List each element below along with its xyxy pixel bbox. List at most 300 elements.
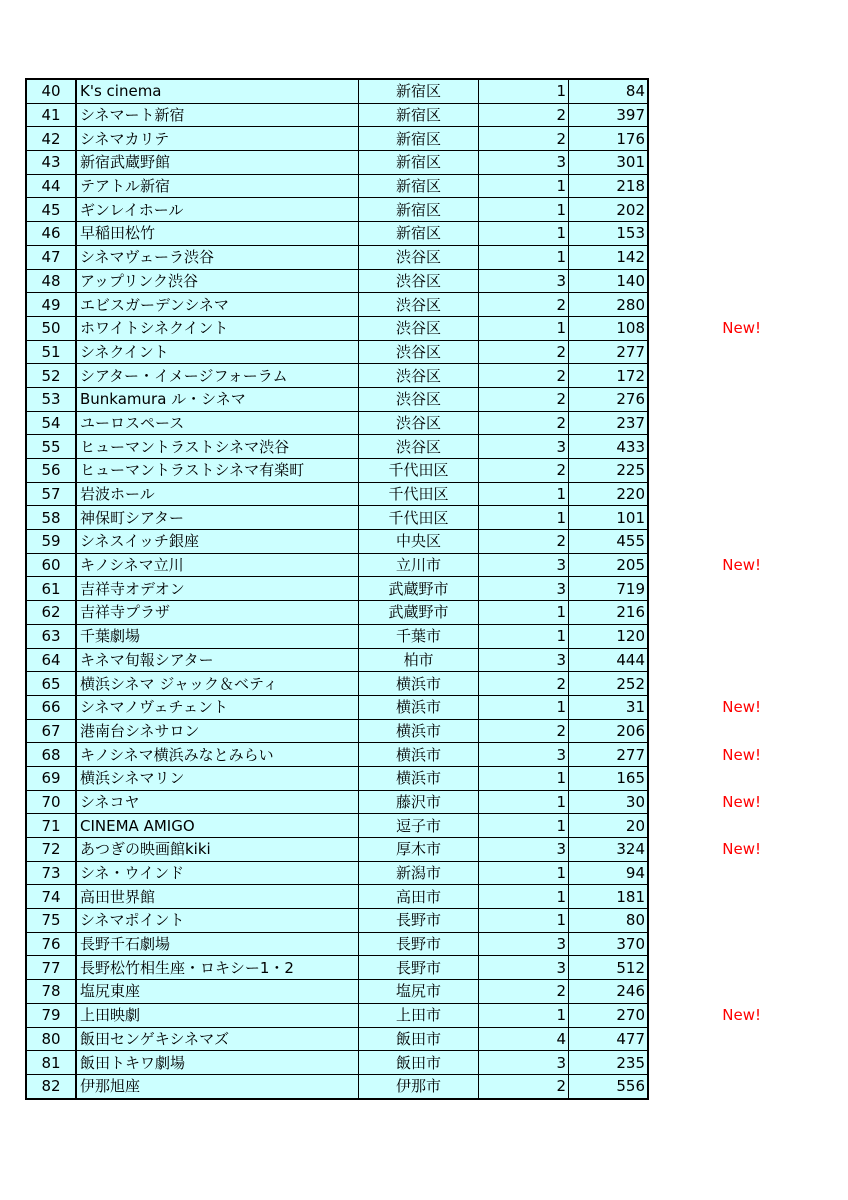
area-name: 新宿区 (359, 103, 479, 127)
row-number: 40 (26, 79, 76, 103)
area-name: 武蔵野市 (359, 601, 479, 625)
new-badge (648, 79, 764, 103)
screen-count: 1 (479, 1003, 569, 1027)
area-name: 渋谷区 (359, 293, 479, 317)
seat-count: 80 (569, 909, 649, 933)
row-number: 70 (26, 790, 76, 814)
new-badge (648, 174, 764, 198)
new-badge (648, 648, 764, 672)
theater-name: 飯田センゲキシネマズ (76, 1027, 359, 1051)
seat-count: 153 (569, 222, 649, 246)
seat-count: 270 (569, 1003, 649, 1027)
seat-count: 252 (569, 672, 649, 696)
seat-count: 276 (569, 387, 649, 411)
row-number: 81 (26, 1051, 76, 1075)
row-number: 45 (26, 198, 76, 222)
seat-count: 370 (569, 932, 649, 956)
area-name: 飯田市 (359, 1027, 479, 1051)
area-name: 逗子市 (359, 814, 479, 838)
area-name: 伊那市 (359, 1074, 479, 1098)
theater-name: 長野松竹相生座・ロキシー1・2 (76, 956, 359, 980)
row-number: 42 (26, 127, 76, 151)
area-name: 新宿区 (359, 79, 479, 103)
screen-count: 1 (479, 861, 569, 885)
seat-count: 108 (569, 316, 649, 340)
seat-count: 181 (569, 885, 649, 909)
row-number: 55 (26, 435, 76, 459)
screen-count: 3 (479, 956, 569, 980)
theater-name: 港南台シネサロン (76, 719, 359, 743)
row-number: 62 (26, 601, 76, 625)
new-badge (648, 530, 764, 554)
area-name: 渋谷区 (359, 245, 479, 269)
table-row (26, 838, 764, 862)
seat-count: 324 (569, 838, 649, 862)
area-name: 上田市 (359, 1003, 479, 1027)
screen-count: 2 (479, 340, 569, 364)
row-number: 79 (26, 1003, 76, 1027)
area-name: 塩尻市 (359, 980, 479, 1004)
row-number: 57 (26, 482, 76, 506)
area-name: 新宿区 (359, 222, 479, 246)
screen-count: 1 (479, 601, 569, 625)
new-badge (648, 506, 764, 530)
screen-count: 1 (479, 506, 569, 530)
table-row (26, 932, 764, 956)
area-name: 新宿区 (359, 174, 479, 198)
new-badge (648, 459, 764, 483)
row-number: 44 (26, 174, 76, 198)
table-row (26, 648, 764, 672)
row-number: 48 (26, 269, 76, 293)
new-badge: New! (648, 316, 764, 340)
seat-count: 94 (569, 861, 649, 885)
screen-count: 2 (479, 103, 569, 127)
row-number: 82 (26, 1074, 76, 1098)
screen-count: 1 (479, 766, 569, 790)
area-name: 横浜市 (359, 695, 479, 719)
area-name: 藤沢市 (359, 790, 479, 814)
row-number: 43 (26, 151, 76, 175)
new-badge (648, 293, 764, 317)
screen-count: 2 (479, 719, 569, 743)
theater-name: 飯田トキワ劇場 (76, 1051, 359, 1075)
area-name: 千葉市 (359, 624, 479, 648)
area-name: 新潟市 (359, 861, 479, 885)
row-number: 56 (26, 459, 76, 483)
seat-count: 202 (569, 198, 649, 222)
theater-name: シネマポイント (76, 909, 359, 933)
area-name: 横浜市 (359, 743, 479, 767)
seat-count: 512 (569, 956, 649, 980)
row-number: 71 (26, 814, 76, 838)
area-name: 渋谷区 (359, 387, 479, 411)
area-name: 長野市 (359, 932, 479, 956)
area-name: 厚木市 (359, 838, 479, 862)
theater-name: Bunkamura ル・シネマ (76, 387, 359, 411)
theater-name: エビスガーデンシネマ (76, 293, 359, 317)
table-row (26, 174, 764, 198)
theater-name: 早稲田松竹 (76, 222, 359, 246)
seat-count: 205 (569, 553, 649, 577)
theater-name: 吉祥寺オデオン (76, 577, 359, 601)
screen-count: 1 (479, 174, 569, 198)
theater-name: 横浜シネマ ジャック＆ベティ (76, 672, 359, 696)
row-number: 54 (26, 411, 76, 435)
theater-name: 長野千石劇場 (76, 932, 359, 956)
theater-name: アップリンク渋谷 (76, 269, 359, 293)
theater-name: ホワイトシネクイント (76, 316, 359, 340)
theater-name: ヒューマントラストシネマ渋谷 (76, 435, 359, 459)
theater-name: テアトル新宿 (76, 174, 359, 198)
table-row (26, 672, 764, 696)
row-number: 46 (26, 222, 76, 246)
seat-count: 101 (569, 506, 649, 530)
theater-name: シネクイント (76, 340, 359, 364)
area-name: 千代田区 (359, 482, 479, 506)
theater-name: シネ・ウインド (76, 861, 359, 885)
table-row (26, 293, 764, 317)
seat-count: 280 (569, 293, 649, 317)
new-badge (648, 885, 764, 909)
theater-name: ギンレイホール (76, 198, 359, 222)
table-row (26, 814, 764, 838)
theater-name: シネスイッチ銀座 (76, 530, 359, 554)
screen-count: 3 (479, 743, 569, 767)
row-number: 80 (26, 1027, 76, 1051)
screen-count: 2 (479, 530, 569, 554)
screen-count: 1 (479, 198, 569, 222)
new-badge: New! (648, 790, 764, 814)
screen-count: 2 (479, 1074, 569, 1098)
theater-name: 岩波ホール (76, 482, 359, 506)
seat-count: 719 (569, 577, 649, 601)
new-badge (648, 1027, 764, 1051)
theater-name: 神保町シアター (76, 506, 359, 530)
table-row (26, 387, 764, 411)
table-row (26, 459, 764, 483)
seat-count: 20 (569, 814, 649, 838)
screen-count: 3 (479, 435, 569, 459)
screen-count: 3 (479, 838, 569, 862)
screen-count: 3 (479, 932, 569, 956)
row-number: 58 (26, 506, 76, 530)
row-number: 78 (26, 980, 76, 1004)
theater-name: キノシネマ横浜みなとみらい (76, 743, 359, 767)
row-number: 60 (26, 553, 76, 577)
row-number: 59 (26, 530, 76, 554)
area-name: 横浜市 (359, 672, 479, 696)
new-badge (648, 861, 764, 885)
seat-count: 455 (569, 530, 649, 554)
table-row (26, 885, 764, 909)
theater-name: キネマ旬報シアター (76, 648, 359, 672)
area-name: 武蔵野市 (359, 577, 479, 601)
seat-count: 433 (569, 435, 649, 459)
row-number: 73 (26, 861, 76, 885)
table-row (26, 151, 764, 175)
table-row (26, 861, 764, 885)
row-number: 50 (26, 316, 76, 340)
row-number: 72 (26, 838, 76, 862)
screen-count: 1 (479, 885, 569, 909)
theater-name: CINEMA AMIGO (76, 814, 359, 838)
table-row (26, 222, 764, 246)
new-badge: New! (648, 553, 764, 577)
seat-count: 301 (569, 151, 649, 175)
area-name: 立川市 (359, 553, 479, 577)
table-row (26, 506, 764, 530)
seat-count: 220 (569, 482, 649, 506)
new-badge (648, 956, 764, 980)
screen-count: 1 (479, 790, 569, 814)
new-badge (648, 151, 764, 175)
theater-name: シネコヤ (76, 790, 359, 814)
table-row (26, 719, 764, 743)
seat-count: 216 (569, 601, 649, 625)
area-name: 新宿区 (359, 127, 479, 151)
table-row (26, 1051, 764, 1075)
seat-count: 31 (569, 695, 649, 719)
table-row (26, 1003, 764, 1027)
new-badge (648, 932, 764, 956)
area-name: 渋谷区 (359, 411, 479, 435)
area-name: 新宿区 (359, 198, 479, 222)
table-row (26, 624, 764, 648)
area-name: 新宿区 (359, 151, 479, 175)
new-badge (648, 411, 764, 435)
screen-count: 3 (479, 577, 569, 601)
new-badge (648, 222, 764, 246)
screen-count: 1 (479, 79, 569, 103)
new-badge (648, 672, 764, 696)
area-name: 横浜市 (359, 766, 479, 790)
seat-count: 218 (569, 174, 649, 198)
screen-count: 3 (479, 553, 569, 577)
area-name: 千代田区 (359, 506, 479, 530)
screen-count: 2 (479, 980, 569, 1004)
new-badge (648, 909, 764, 933)
theater-name: 千葉劇場 (76, 624, 359, 648)
new-badge (648, 245, 764, 269)
seat-count: 142 (569, 245, 649, 269)
row-number: 64 (26, 648, 76, 672)
seat-count: 277 (569, 743, 649, 767)
screen-count: 2 (479, 364, 569, 388)
area-name: 柏市 (359, 648, 479, 672)
seat-count: 237 (569, 411, 649, 435)
new-badge (648, 269, 764, 293)
screen-count: 4 (479, 1027, 569, 1051)
seat-count: 277 (569, 340, 649, 364)
table-row (26, 1074, 764, 1098)
row-number: 41 (26, 103, 76, 127)
table-row (26, 530, 764, 554)
table-row (26, 411, 764, 435)
area-name: 渋谷区 (359, 340, 479, 364)
table-row (26, 956, 764, 980)
table-row (26, 909, 764, 933)
new-badge (648, 766, 764, 790)
screen-count: 1 (479, 482, 569, 506)
theater-name: シネマート新宿 (76, 103, 359, 127)
new-badge: New! (648, 743, 764, 767)
table-row (26, 695, 764, 719)
screen-count: 3 (479, 151, 569, 175)
row-number: 66 (26, 695, 76, 719)
seat-count: 206 (569, 719, 649, 743)
seat-count: 165 (569, 766, 649, 790)
theater-name: シネマヴェーラ渋谷 (76, 245, 359, 269)
new-badge (648, 719, 764, 743)
seat-count: 556 (569, 1074, 649, 1098)
seat-count: 397 (569, 103, 649, 127)
area-name: 中央区 (359, 530, 479, 554)
row-number: 76 (26, 932, 76, 956)
screen-count: 1 (479, 624, 569, 648)
row-number: 67 (26, 719, 76, 743)
screen-count: 2 (479, 293, 569, 317)
row-number: 68 (26, 743, 76, 767)
screen-count: 2 (479, 672, 569, 696)
seat-count: 140 (569, 269, 649, 293)
row-number: 52 (26, 364, 76, 388)
theater-name: キノシネマ立川 (76, 553, 359, 577)
new-badge (648, 980, 764, 1004)
area-name: 長野市 (359, 909, 479, 933)
theater-name: 横浜シネマリン (76, 766, 359, 790)
screen-count: 1 (479, 316, 569, 340)
new-badge (648, 577, 764, 601)
area-name: 渋谷区 (359, 364, 479, 388)
screen-count: 2 (479, 387, 569, 411)
row-number: 75 (26, 909, 76, 933)
screen-count: 1 (479, 245, 569, 269)
theater-name: 伊那旭座 (76, 1074, 359, 1098)
new-badge (648, 387, 764, 411)
area-name: 長野市 (359, 956, 479, 980)
theater-name: K's cinema (76, 79, 359, 103)
table-row (26, 127, 764, 151)
table-row (26, 743, 764, 767)
theater-name: あつぎの映画館kiki (76, 838, 359, 862)
table-row (26, 790, 764, 814)
row-number: 65 (26, 672, 76, 696)
seat-count: 84 (569, 79, 649, 103)
row-number: 47 (26, 245, 76, 269)
table-row (26, 766, 764, 790)
row-number: 53 (26, 387, 76, 411)
table-row (26, 79, 764, 103)
theater-table-body (26, 79, 764, 1099)
screen-count: 2 (479, 459, 569, 483)
seat-count: 225 (569, 459, 649, 483)
area-name: 高田市 (359, 885, 479, 909)
table-row (26, 198, 764, 222)
area-name: 渋谷区 (359, 316, 479, 340)
theater-name: シネマノヴェチェント (76, 695, 359, 719)
seat-count: 172 (569, 364, 649, 388)
table-row (26, 340, 764, 364)
row-number: 77 (26, 956, 76, 980)
area-name: 飯田市 (359, 1051, 479, 1075)
theater-name: ユーロスペース (76, 411, 359, 435)
table-row (26, 316, 764, 340)
new-badge (648, 103, 764, 127)
new-badge (648, 1051, 764, 1075)
table-row (26, 245, 764, 269)
new-badge (648, 814, 764, 838)
table-row (26, 103, 764, 127)
new-badge (648, 601, 764, 625)
screen-count: 3 (479, 269, 569, 293)
table-row (26, 364, 764, 388)
table-row (26, 601, 764, 625)
new-badge: New! (648, 838, 764, 862)
theater-name: 上田映劇 (76, 1003, 359, 1027)
theater-name: 新宿武蔵野館 (76, 151, 359, 175)
new-badge (648, 435, 764, 459)
row-number: 49 (26, 293, 76, 317)
seat-count: 120 (569, 624, 649, 648)
new-badge: New! (648, 1003, 764, 1027)
row-number: 63 (26, 624, 76, 648)
screen-count: 3 (479, 648, 569, 672)
new-badge: New! (648, 695, 764, 719)
screen-count: 2 (479, 127, 569, 151)
screen-count: 1 (479, 814, 569, 838)
seat-count: 176 (569, 127, 649, 151)
row-number: 51 (26, 340, 76, 364)
new-badge (648, 364, 764, 388)
new-badge (648, 482, 764, 506)
screen-count: 1 (479, 909, 569, 933)
table-row (26, 1027, 764, 1051)
theater-name: 高田世界館 (76, 885, 359, 909)
new-badge (648, 340, 764, 364)
table-row (26, 269, 764, 293)
new-badge (648, 624, 764, 648)
theater-name: シアター・イメージフォーラム (76, 364, 359, 388)
seat-count: 477 (569, 1027, 649, 1051)
table-row (26, 435, 764, 459)
area-name: 渋谷区 (359, 435, 479, 459)
new-badge (648, 1074, 764, 1098)
new-badge (648, 127, 764, 151)
area-name: 横浜市 (359, 719, 479, 743)
screen-count: 3 (479, 1051, 569, 1075)
screen-count: 1 (479, 222, 569, 246)
theater-name: 吉祥寺プラザ (76, 601, 359, 625)
area-name: 渋谷区 (359, 269, 479, 293)
seat-count: 246 (569, 980, 649, 1004)
table-row (26, 980, 764, 1004)
table-row (26, 577, 764, 601)
theater-name: シネマカリテ (76, 127, 359, 151)
screen-count: 2 (479, 411, 569, 435)
table-row (26, 482, 764, 506)
new-badge (648, 198, 764, 222)
row-number: 74 (26, 885, 76, 909)
area-name: 千代田区 (359, 459, 479, 483)
screen-count: 1 (479, 695, 569, 719)
theater-table (25, 78, 765, 1100)
seat-count: 235 (569, 1051, 649, 1075)
theater-name: ヒューマントラストシネマ有楽町 (76, 459, 359, 483)
seat-count: 444 (569, 648, 649, 672)
seat-count: 30 (569, 790, 649, 814)
row-number: 69 (26, 766, 76, 790)
